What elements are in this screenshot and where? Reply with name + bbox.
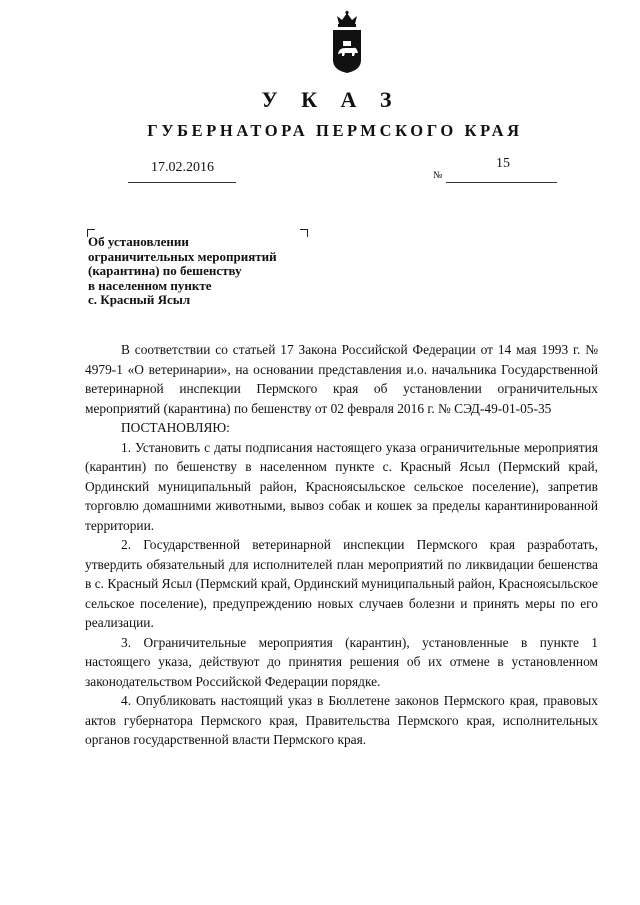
number-field [446,156,557,183]
decree-item: 4. Опубликовать настоящий указ в Бюллетене законов Пермского края, правовых актов губернатора Пермского края, Правительства Пермского края, исполнительных органов государственной власти Пермского края. [85,693,598,747]
subject-line: с. Красный Ясыл [88,292,191,308]
subject-line: Об установлении [88,234,189,249]
decree-item: 3. Ограничительные мероприятия (карантин), установленные в пункте 1 настоящего указа, действуют до принятия решения об их отмене в установленном законодательством Российской Федерации порядке. [85,634,598,689]
document-date: 17.02.2016 [151,160,214,175]
date-field [128,158,236,183]
subject-line: в населенном пункте [88,277,212,293]
decree-word: ПОСТАНОВЛЯЮ: [121,420,230,435]
preamble-paragraph: В соответствии со статьей 17 Закона Российской Федерации от 14 мая 1993 г. № 4979-1 «О ветеринарии», на основании представления и.о. начальника Государственной ветеринарной инспекции Пермского края об установлении ограничительных мероприятий (карантина) по бешенству от 02 февраля 2016 г. № СЭД-49-01-05-35 [85,342,598,416]
issuer-title: ГУБЕРНАТОРА ПЕРМСКОГО КРАЯ [147,121,523,140]
coat-of-arms-icon [327,10,367,74]
decree-item: 2. Государственной ветеринарной инспекции Пермского края разработать, утвердить обязательный для исполнителей план мероприятий по ликвидации бешенства в с. Красный Ясыл (Пермский край, Ординский муниципальный район, Красноясыльское сельское поселение), предупреждению новых случаев болезни и принять меры по его реализации. [85,537,598,630]
number-sign: № [433,170,443,181]
subject-line: ограничительных мероприятий [88,248,277,264]
document-type-title: У К А З [261,87,401,112]
document-body [85,340,598,750]
decree-item: 1. Установить с даты подписания настоящего указа ограничительные мероприятия (карантин) по бешенству в населенном пункте с. Красный Ясыл (Пермский край, Ординский муниципальный район, Красноясыльское сельское поселение), запретив торговлю домашними животными, вывоз собак и кошек за пределы карантинированной территории. [85,439,598,533]
document-number: 15 [496,156,510,171]
document-subject [88,235,318,308]
subject-line: (карантина) по бешенству [88,263,242,279]
